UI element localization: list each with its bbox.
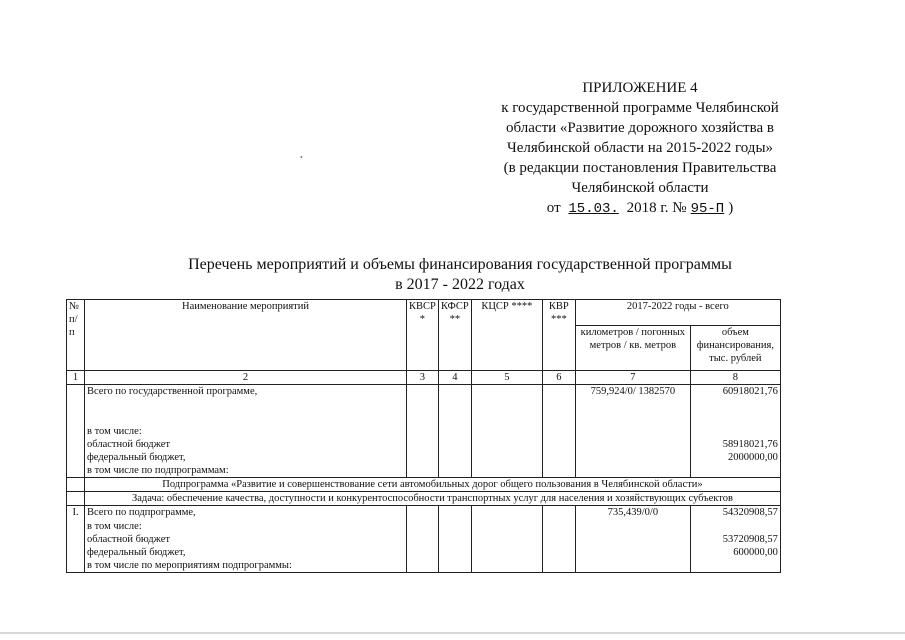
col-number: 8 xyxy=(690,371,780,385)
program-federal-fin: 2000000,00 xyxy=(690,451,780,464)
sub-num: I. xyxy=(67,506,85,573)
sub-total-km: 735,439/0/0 xyxy=(575,506,690,521)
col-number: 4 xyxy=(438,371,471,385)
sub-total-fin: 54320908,57 xyxy=(690,506,780,521)
decree-number: 95-П xyxy=(690,201,725,217)
sub-federal-fin: 600000,00 xyxy=(690,546,780,559)
task-text: Задача: обеспечение качества, доступности и конкурентоспособности транспортных услуг для населения и хозяйствующих субъектов xyxy=(85,492,781,506)
appendix-number: ПРИЛОЖЕНИЕ 4 xyxy=(582,80,698,96)
subprogram-title-row xyxy=(67,478,781,492)
subprogram-title: Подпрограмма «Развитие и совершенствование сети автомобильных дорог общего пользования в Челябинской области» xyxy=(85,478,781,492)
col-kvr-header: КВР *** xyxy=(542,300,575,371)
sub-incl-events-label: в том числе по мероприятиям подпрограммы: xyxy=(85,559,407,573)
column-number-row xyxy=(67,371,781,385)
decree-date: 15.03. xyxy=(568,201,619,217)
program-total-fin: 60918021,76 xyxy=(690,385,780,426)
col-kvsr-header: КВСР * xyxy=(407,300,439,371)
col-number: 6 xyxy=(542,371,575,385)
program-table xyxy=(66,299,781,573)
col-number: 5 xyxy=(471,371,542,385)
col-number: 7 xyxy=(575,371,690,385)
appendix-line-4: (в редакции постановления Правительства xyxy=(503,160,777,176)
sub-total-row xyxy=(67,506,781,521)
program-regional-fin: 58918021,76 xyxy=(690,438,780,451)
program-incl-label: в том числе: xyxy=(85,425,407,438)
task-row xyxy=(67,492,781,506)
col-km-header: километров / погонных метров / кв. метров xyxy=(575,326,690,371)
col-fin-header: объем финансирования, тыс. рублей xyxy=(690,326,780,371)
date-prefix: от xyxy=(546,200,561,216)
scan-edge xyxy=(0,632,905,634)
program-federal-label: федеральный бюджет, xyxy=(85,451,407,464)
program-total-row xyxy=(67,385,781,426)
date-suffix: ) xyxy=(728,200,734,216)
date-mid: 2018 г. № xyxy=(626,200,687,216)
col-number: 2 xyxy=(85,371,407,385)
sub-total-label: Всего по подпрограмме, xyxy=(85,506,407,521)
col-name-header: Наименование мероприятий xyxy=(85,300,407,371)
program-total-label: Всего по государственной программе, xyxy=(85,385,407,426)
sub-regional-fin: 53720908,57 xyxy=(690,533,780,546)
program-regional-label: областной бюджет xyxy=(85,438,407,451)
col-total-header: 2017-2022 годы - всего xyxy=(575,300,780,326)
decree-date-line xyxy=(470,198,810,219)
col-kcsr-header: КЦСР **** xyxy=(471,300,542,371)
appendix-line-2: области «Развитие дорожного хозяйства в xyxy=(506,120,774,136)
appendix-header xyxy=(470,78,810,219)
col-kfsr-header: КФСР ** xyxy=(438,300,471,371)
appendix-line-3: Челябинской области на 2015-2022 годы» xyxy=(506,140,774,156)
title-line-1: Перечень мероприятий и объемы финансирования государственной программы xyxy=(188,256,732,273)
title-line-2: в 2017 - 2022 годах xyxy=(395,276,525,293)
document-title xyxy=(100,255,820,295)
sub-regional-label: областной бюджет xyxy=(85,533,407,546)
appendix-line-5: Челябинской области xyxy=(571,180,709,196)
header-row-1 xyxy=(67,300,781,326)
col-number: 3 xyxy=(407,371,439,385)
sub-federal-label: федеральный бюджет, xyxy=(85,546,407,559)
sub-incl-label: в том числе: xyxy=(85,520,407,533)
program-incl-sub-label: в том числе по подпрограммам: xyxy=(85,464,407,478)
col-number: 1 xyxy=(67,371,85,385)
scan-speck: • xyxy=(300,153,303,162)
program-total-km: 759,924/0/ 1382570 xyxy=(575,385,690,426)
col-num-header: № п/п xyxy=(67,300,85,371)
appendix-line-1: к государственной программе Челябинской xyxy=(501,100,779,116)
num-cell xyxy=(67,385,85,478)
